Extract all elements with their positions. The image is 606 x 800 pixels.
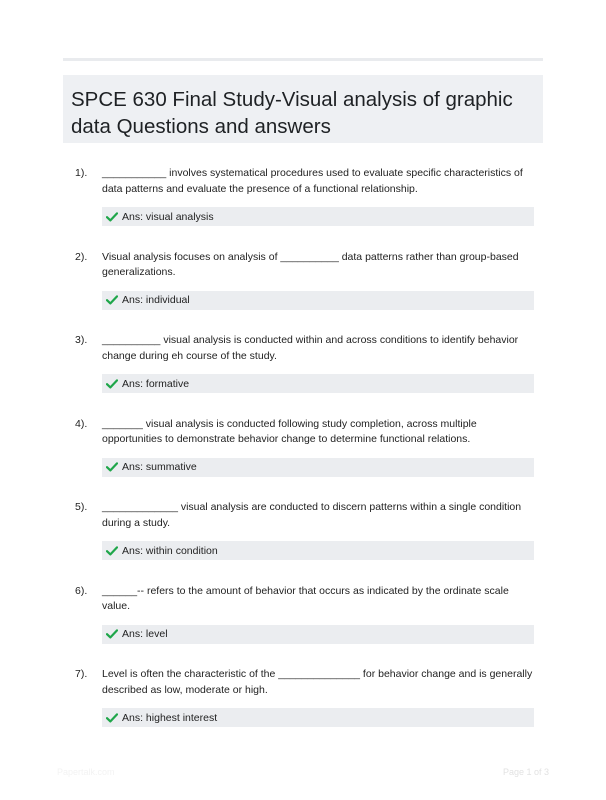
check-icon <box>106 212 118 222</box>
question-list <box>0 166 606 751</box>
question-item <box>0 250 606 334</box>
question-text: __________ visual analysis is conducted within and across conditions to identify behavior change during eh course of the study. <box>102 334 519 362</box>
top-divider <box>63 58 543 61</box>
question-text: _____________ visual analysis are conducted to discern patterns within a single condition during a study. <box>102 501 522 529</box>
question-number: 5). <box>75 501 88 513</box>
question-item <box>0 166 606 250</box>
question-number: 2). <box>75 250 88 263</box>
question-number: 4). <box>75 417 88 430</box>
question-number: 3). <box>75 334 88 346</box>
footer-page-number: Page 1 of 3 <box>502 767 549 777</box>
question-text: Visual analysis focuses on analysis of __________ data patterns rather than group-based generalizations. <box>102 250 519 278</box>
question-item <box>0 584 606 668</box>
page-title-line-1: SPCE 630 Final Study-Visual analysis of graphic <box>71 88 513 111</box>
question-item <box>0 333 606 417</box>
question-text: Level is often the characteristic of the ______________ for behavior change and is generally described as low, moderate or high. <box>102 668 533 696</box>
check-icon <box>106 713 118 723</box>
answer-text: Ans: visual analysis <box>122 210 214 223</box>
answer-box <box>102 458 534 477</box>
answer-box <box>102 291 534 310</box>
check-icon <box>106 295 118 305</box>
check-icon <box>106 546 118 556</box>
question-text: _______ visual analysis is conducted following study completion, across multiple opportunities to demonstrate behavior change to determine functional relations. <box>102 417 477 445</box>
question-number: 6). <box>75 584 88 597</box>
question-item <box>0 500 606 584</box>
question-number: 1). <box>75 167 88 179</box>
answer-text: Ans: summative <box>122 461 197 473</box>
page-title-line-2: data Questions and answers <box>71 115 331 138</box>
answer-box <box>102 708 534 727</box>
answer-box <box>102 207 534 226</box>
question-item <box>0 667 606 751</box>
question-text: ___________ involves systematical procedures used to evaluate specific characteristics of data patterns and evaluate the presence of a functional relationship. <box>102 167 523 195</box>
answer-box <box>102 625 534 644</box>
question-item <box>0 417 606 501</box>
answer-text: Ans: highest interest <box>122 711 218 724</box>
footer-source: Papertalk.com <box>57 767 115 777</box>
answer-text: Ans: formative <box>122 377 190 390</box>
question-number: 7). <box>75 668 88 680</box>
answer-text: Ans: within condition <box>122 544 218 557</box>
check-icon <box>106 462 118 472</box>
check-icon <box>106 629 118 639</box>
answer-box <box>102 374 534 393</box>
answer-text: Ans: individual <box>122 294 190 306</box>
answer-text: Ans: level <box>122 628 168 640</box>
title-box <box>63 75 543 143</box>
check-icon <box>106 379 118 389</box>
question-text: ______-- refers to the amount of behavior that occurs as indicated by the ordinate scale value. <box>102 584 509 612</box>
answer-box <box>102 541 534 560</box>
